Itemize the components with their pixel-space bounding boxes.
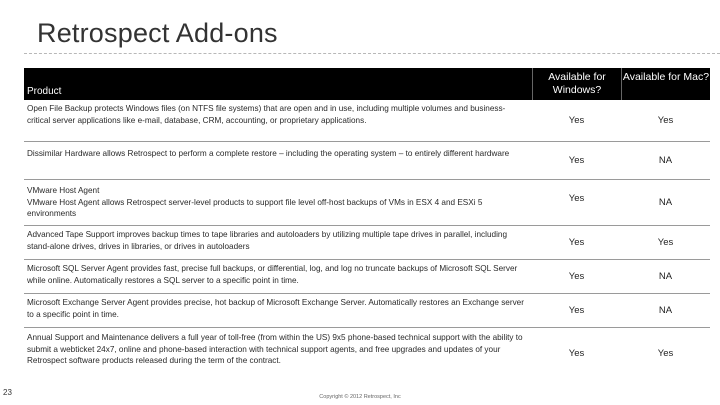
- table-row: [24, 328, 710, 378]
- table-row: [24, 100, 710, 142]
- header-mac: Available for Mac?: [621, 68, 710, 100]
- header-product-label: Product: [27, 86, 62, 97]
- row-description: Advanced Tape Support improves backup times to tape libraries and autoloaders by utilizing multiple tape drives in parallel, including stand-alone drives, drives in libraries, or drives in autoloaders: [27, 230, 507, 251]
- row-description: Microsoft SQL Server Agent provides fast, precise full backups, or differential, log, and log no truncate backups of Microsoft SQL Server while online. Automatically restores a SQL server to a specific point in time.: [27, 264, 518, 285]
- row-mac: NA: [658, 305, 673, 316]
- row-windows: Yes: [568, 305, 585, 316]
- table-row: [24, 180, 710, 226]
- row-windows: Yes: [568, 271, 585, 282]
- table-row: [24, 142, 710, 180]
- row-windows: Yes: [568, 193, 585, 204]
- row-windows: Yes: [568, 155, 585, 166]
- row-description: Open File Backup protects Windows files (on NTFS file systems) that are open and in use, including multiple volumes and business-critical server applications like e-mail, database, CRM, accounting, or proprietary applications.: [27, 104, 506, 125]
- page-number: 23: [3, 388, 12, 397]
- row-mac: Yes: [657, 237, 674, 248]
- row-mac: Yes: [657, 347, 674, 359]
- copyright-footer: Copyright © 2012 Retrospect, Inc: [319, 394, 401, 400]
- row-description: Dissimilar Hardware allows Retrospect to perform a complete restore – including the operating system – to entirely different hardware: [27, 149, 510, 158]
- title-divider: [24, 53, 720, 54]
- table-row: [24, 294, 710, 328]
- header-product: [24, 68, 532, 100]
- slide-title: Retrospect Add-ons: [37, 18, 278, 48]
- table-header: [24, 68, 710, 100]
- row-windows: Yes: [568, 115, 585, 126]
- row-windows: Yes: [568, 237, 585, 248]
- row-description: Microsoft Exchange Server Agent provides precise, hot backup of Microsoft Exchange Server. Automatically restores an Exchange server to a specific point in time.: [27, 298, 524, 319]
- row-mac: NA: [658, 271, 673, 282]
- row-mac: NA: [658, 155, 673, 166]
- row-description: Annual Support and Maintenance delivers a full year of toll-free (from within the US) 9x5 phone-based technical support with the ability to submit a webticket 24x7, online and phone-based interaction with technical support agents, and free upgrades and updates of your Retrospect software products released during the term of the contract.: [27, 333, 523, 365]
- table-row: [24, 260, 710, 294]
- table-row: [24, 226, 710, 260]
- row-description: [24, 180, 532, 225]
- row-mac: NA: [658, 197, 673, 208]
- row-title: VMware Host Agent: [27, 186, 100, 195]
- row-windows: Yes: [568, 347, 585, 359]
- addons-table: [24, 68, 710, 378]
- row-mac: Yes: [657, 115, 674, 126]
- header-windows: Available for Windows?: [532, 68, 621, 100]
- row-text: VMware Host Agent allows Retrospect server-level products to support file level off-host backups of VMs in ESX 4 and ESXi 5 environments: [27, 197, 483, 218]
